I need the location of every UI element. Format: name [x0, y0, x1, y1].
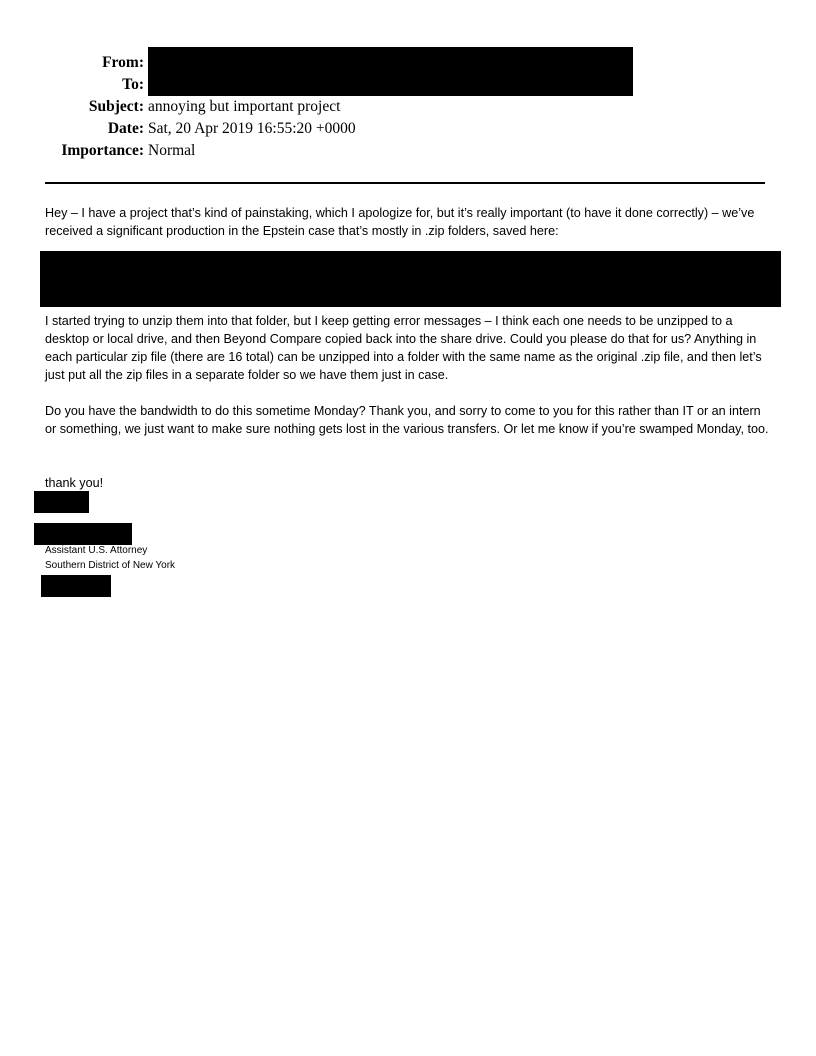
from-label: From:	[102, 54, 144, 71]
importance-row	[0, 140, 816, 162]
header-divider	[45, 182, 765, 184]
redaction-share-path	[40, 251, 781, 307]
closing-line	[45, 474, 775, 492]
paragraph-2-text: I started trying to unzip them into that folder, but I keep getting error messages – I think each one needs to be unzipped to a desktop or local drive, and then Beyond Compare copied back into the share drive. Could you please do that for us? Anything in each particular zip file (there are 16 total) can be unzipped into a folder with the same name as the original .zip file, and then let’s just put all the zip files in a separate folder so we have them just in case.	[45, 314, 762, 382]
paragraph-1-text: Hey – I have a project that’s kind of painstaking, which I apologize for, but it’s really important (to have it done correctly) – we’ve received a significant production in the Epstein case that’s mostly in .zip folders, saved here:	[45, 206, 755, 238]
subject-value: annoying but important project	[148, 98, 341, 115]
closing-text: thank you!	[45, 476, 104, 490]
date-label: Date:	[107, 120, 144, 137]
date-row	[0, 118, 816, 140]
importance-value: Normal	[148, 142, 196, 159]
subject-label: Subject:	[88, 98, 144, 115]
signature-title: Assistant U.S. Attorney	[45, 545, 148, 556]
body-paragraph-3	[45, 402, 775, 438]
subject-row	[0, 96, 816, 118]
importance-label: Importance:	[61, 142, 144, 159]
signature-office: Southern District of New York	[45, 560, 176, 571]
to-label: To:	[122, 76, 144, 93]
body-paragraph-2	[45, 312, 775, 384]
redaction-signature-2	[34, 523, 132, 545]
paragraph-3-text: Do you have the bandwidth to do this sometime Monday? Thank you, and sorry to come to you for this rather than IT or an intern or something, we just want to make sure nothing gets lost in the various transfers. Or let me know if you’re swamped Monday, too.	[45, 404, 769, 436]
date-value: Sat, 20 Apr 2019 16:55:20 +0000	[148, 120, 356, 137]
body-paragraph-1	[45, 204, 775, 240]
redaction-signature-3	[41, 575, 111, 597]
redaction-from-to	[148, 47, 633, 96]
redaction-signature-1	[34, 491, 89, 513]
